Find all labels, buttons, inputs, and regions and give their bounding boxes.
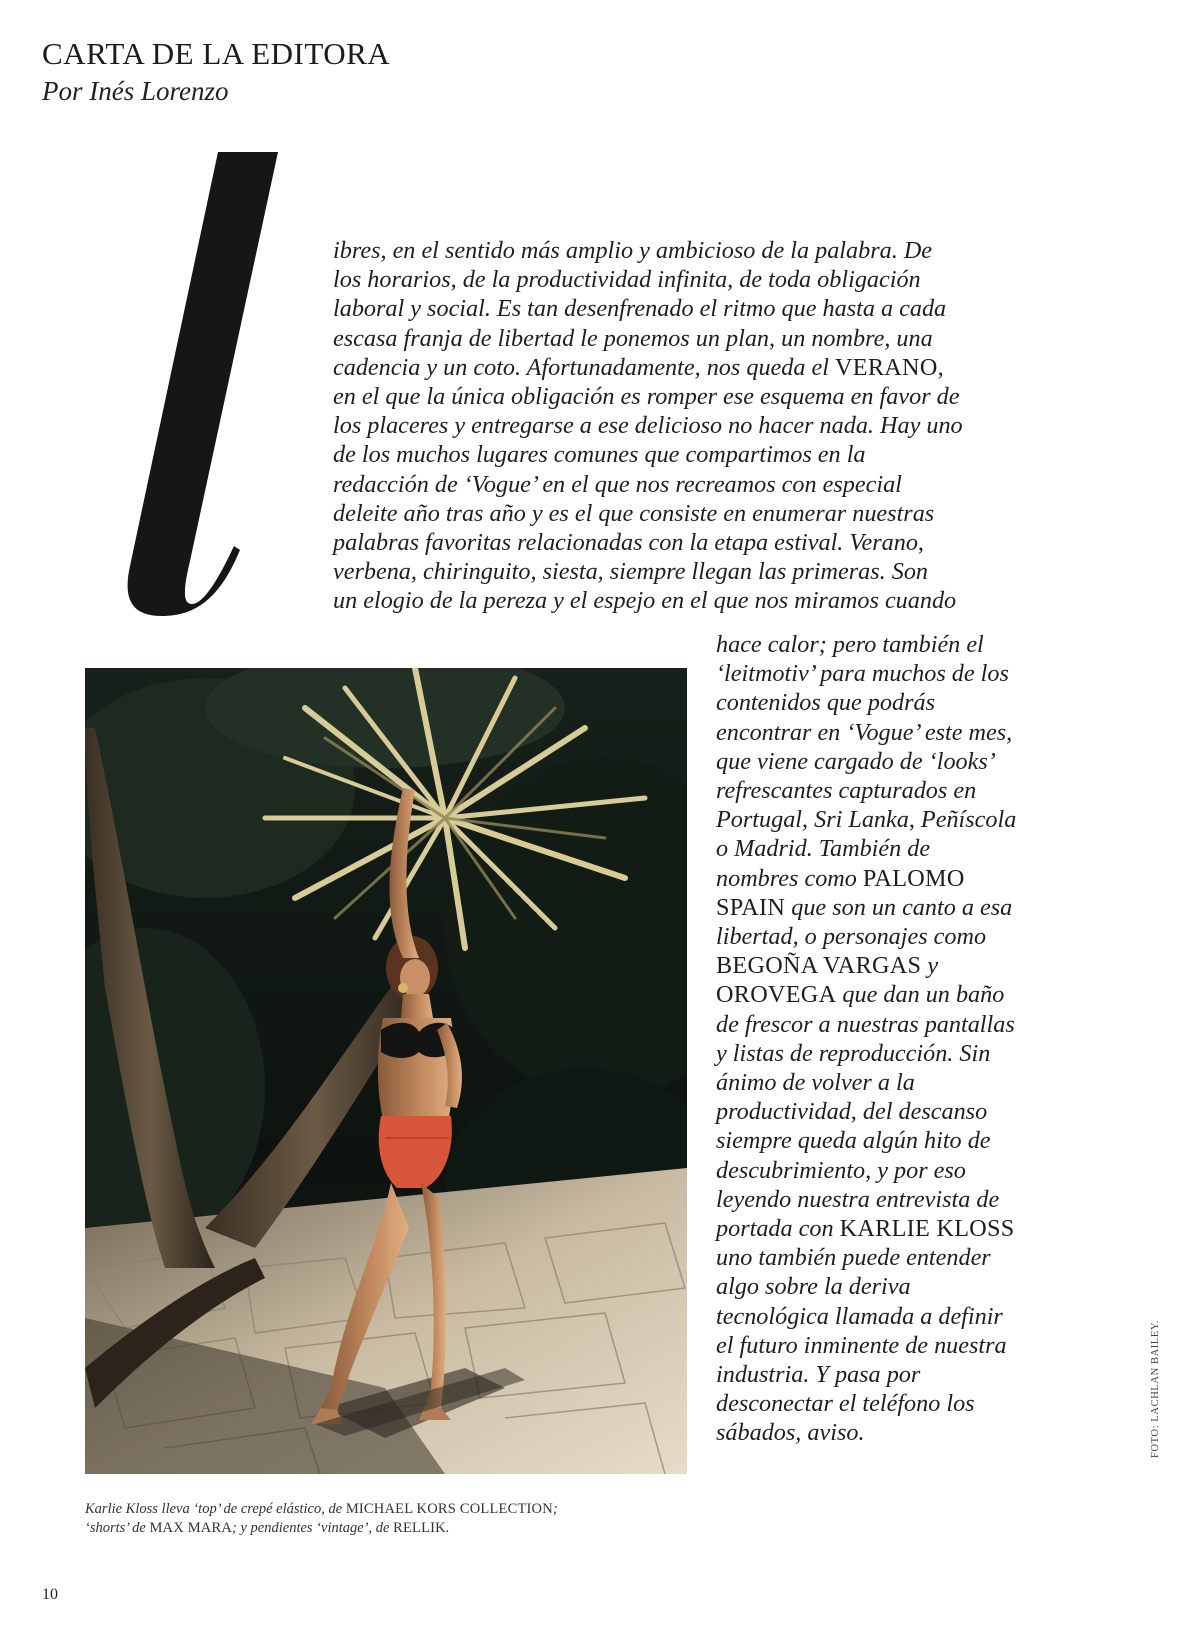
name-caps: RELLIK bbox=[393, 1520, 446, 1536]
text-segment: , bbox=[937, 353, 944, 381]
page-number: 10 bbox=[42, 1586, 58, 1603]
text-line bbox=[716, 893, 1016, 922]
text-line bbox=[716, 805, 1016, 834]
text-line bbox=[716, 1214, 1016, 1243]
text-line bbox=[716, 1302, 1016, 1331]
text-segment: un elogio de la pereza y el espejo en el que nos miramos cuando bbox=[333, 587, 957, 615]
text-line bbox=[333, 440, 963, 469]
text-line bbox=[85, 1500, 558, 1519]
text-line bbox=[333, 528, 963, 557]
text-segment: que viene cargado de ‘looks’ bbox=[716, 747, 996, 775]
name-caps: SPAIN bbox=[716, 893, 786, 921]
article-body-top bbox=[333, 236, 963, 616]
name-caps: VERANO bbox=[835, 353, 938, 381]
text-line bbox=[716, 1418, 1016, 1447]
text-line bbox=[716, 1360, 1016, 1389]
text-segment: portada con bbox=[716, 1215, 840, 1243]
text-line bbox=[333, 324, 963, 353]
text-segment: ibres, en el sentido más amplio y ambicioso de la palabra. De bbox=[333, 237, 933, 264]
text-line bbox=[333, 236, 963, 265]
text-segment: los horarios, de la productividad infinita, de toda obligación bbox=[333, 266, 921, 294]
text-segment: tecnológica llamada a definir bbox=[716, 1302, 1003, 1330]
text-line bbox=[716, 1272, 1016, 1301]
text-line bbox=[716, 776, 1016, 805]
text-line bbox=[716, 1185, 1016, 1214]
text-line bbox=[333, 499, 963, 528]
text-segment: que son un canto a esa bbox=[785, 893, 1013, 921]
text-line bbox=[85, 1519, 558, 1538]
text-segment: sábados, aviso. bbox=[716, 1419, 865, 1447]
text-segment: cadencia y un coto. Afortunadamente, nos queda el bbox=[333, 353, 836, 381]
text-line bbox=[716, 1243, 1016, 1272]
text-segment: ; bbox=[552, 1501, 558, 1517]
text-line bbox=[716, 864, 1016, 893]
text-line bbox=[716, 630, 1016, 659]
text-line bbox=[333, 557, 963, 586]
text-line bbox=[716, 1331, 1016, 1360]
text-line bbox=[716, 980, 1016, 1009]
text-segment: descubrimiento, y por eso bbox=[716, 1156, 966, 1184]
author-byline: Por Inés Lorenzo bbox=[42, 76, 229, 106]
text-segment: nombres como bbox=[716, 864, 863, 892]
text-segment: escasa franja de libertad le ponemos un plan, un nombre, una bbox=[333, 324, 933, 352]
section-title: CARTA DE LA EDITORA bbox=[42, 36, 391, 71]
photo-caption bbox=[85, 1500, 558, 1538]
text-segment: . bbox=[445, 1520, 450, 1536]
text-line bbox=[716, 1010, 1016, 1039]
text-segment: ánimo de volver a la bbox=[716, 1069, 915, 1097]
text-segment: refrescantes capturados en bbox=[716, 777, 977, 805]
text-line bbox=[716, 659, 1016, 688]
text-segment: ‘shorts’ de bbox=[85, 1520, 150, 1536]
text-line bbox=[333, 586, 963, 615]
text-segment: redacción de ‘Vogue’ en el que nos recreamos con especial bbox=[333, 470, 902, 498]
text-line bbox=[716, 1126, 1016, 1155]
text-segment: Portugal, Sri Lanka, Peñíscola bbox=[716, 806, 1017, 834]
text-line bbox=[716, 834, 1016, 863]
name-caps: MICHAEL KORS COLLECTION bbox=[345, 1501, 553, 1517]
text-line bbox=[716, 1389, 1016, 1418]
text-segment: en el que la única obligación es romper ese esquema en favor de bbox=[333, 383, 960, 411]
text-line bbox=[333, 470, 963, 499]
text-segment: contenidos que podrás bbox=[716, 689, 936, 717]
text-segment: siempre queda algún hito de bbox=[716, 1127, 991, 1155]
text-line bbox=[716, 1156, 1016, 1185]
text-segment: industria. Y pasa por bbox=[716, 1361, 921, 1389]
text-line bbox=[333, 265, 963, 294]
text-segment: o Madrid. También de bbox=[716, 835, 931, 863]
text-segment: y bbox=[921, 952, 939, 980]
text-segment: ; y pendientes ‘vintage’, de bbox=[232, 1520, 394, 1536]
text-segment: leyendo nuestra entrevista de bbox=[716, 1185, 1000, 1213]
text-line bbox=[716, 1097, 1016, 1126]
text-segment: de frescor a nuestras pantallas bbox=[716, 1010, 1015, 1038]
text-segment: laboral y social. Es tan desenfrenado el ritmo que hasta a cada bbox=[333, 295, 947, 323]
text-line bbox=[716, 922, 1016, 951]
text-line bbox=[716, 747, 1016, 776]
drop-cap-letter-l bbox=[100, 136, 290, 616]
text-segment: desconectar el teléfono los bbox=[716, 1390, 975, 1418]
name-caps: BEGOÑA VARGAS bbox=[716, 952, 922, 980]
text-segment: que dan un baño bbox=[836, 981, 1005, 1009]
name-caps: OROVEGA bbox=[716, 981, 837, 1009]
text-segment: hace calor; pero también el bbox=[716, 631, 984, 658]
text-segment: deleite año tras año y es el que consiste en enumerar nuestras bbox=[333, 499, 935, 527]
text-segment: Karlie Kloss lleva ‘top’ de crepé elástico, de bbox=[85, 1501, 346, 1517]
text-line bbox=[716, 1039, 1016, 1068]
text-segment: verbena, chiringuito, siesta, siempre llegan las primeras. Son bbox=[333, 558, 929, 586]
text-segment: algo sobre la deriva bbox=[716, 1273, 911, 1301]
text-segment: los placeres y entregarse a ese delicioso no hacer nada. Hay uno bbox=[333, 412, 963, 440]
text-segment: ‘leitmotiv’ para muchos de los bbox=[716, 660, 1009, 688]
text-line bbox=[333, 411, 963, 440]
article-body-column bbox=[716, 630, 1016, 1448]
text-segment: libertad, o personajes como bbox=[716, 923, 987, 951]
text-line bbox=[716, 688, 1016, 717]
text-segment: encontrar en ‘Vogue’ este mes, bbox=[716, 718, 1013, 746]
text-segment: y listas de reproducción. Sin bbox=[716, 1039, 991, 1067]
text-line bbox=[333, 294, 963, 323]
text-line bbox=[716, 718, 1016, 747]
photo-credit: FOTO: LACHLAN BAILEY. bbox=[1150, 1320, 1161, 1458]
text-segment: de los muchos lugares comunes que compartimos en la bbox=[333, 441, 866, 469]
text-line bbox=[716, 951, 1016, 980]
editorial-photo bbox=[85, 668, 687, 1474]
text-line bbox=[333, 382, 963, 411]
text-segment: productividad, del descanso bbox=[716, 1098, 988, 1126]
name-caps: PALOMO bbox=[862, 864, 965, 892]
text-segment: el futuro inminente de nuestra bbox=[716, 1331, 1007, 1359]
text-segment: palabras favoritas relacionadas con la etapa estival. Verano, bbox=[333, 529, 924, 557]
text-line bbox=[716, 1068, 1016, 1097]
text-line bbox=[333, 353, 963, 382]
name-caps: MAX MARA bbox=[149, 1520, 233, 1536]
text-segment: uno también puede entender bbox=[716, 1244, 991, 1272]
name-caps: KARLIE KLOSS bbox=[839, 1215, 1015, 1243]
